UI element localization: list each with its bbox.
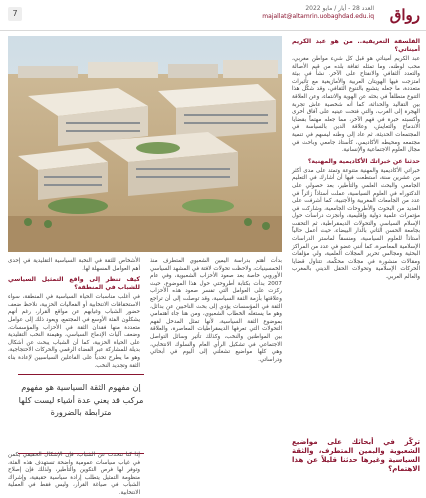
article-paragraph: إذا كنا نتحدث عن الشباب، فإن الإشكال الحقيقي يكمن في غياب سياسات عمومية واضحة تستهدف هذه الفئة، وتوفر لها فرص التكوين والتأطير، ولذلك فإن إصلاح منظومة التمثيل يتطلب إرادة سياسية حقيقية، وإشراك الشباب في صياغة القرار، وليس فقط في العملية الانتخابية. bbox=[8, 452, 140, 496]
contact-email[interactable]: majallat@altamrin.uobaghdad.edu.iq bbox=[262, 13, 374, 20]
article-paragraph: بدأت أهتم بدراسة اليمين الشعبوي المتطرف منذ الخمسينيات، ولاحظت تحولات لافتة في المشهد السياسي الأوروبي خاصة بعد صعود الأحزاب الشعبوية، وفي عام 2007 بدأت بكتابة أطروحتي حول هذا الموضوع، حيث ركزت على العوامل التي تفسر صعود هذه الأحزاب وعلاقتها بأزمة الثقة السياسية، وقد توصلت إلى أن تراجع الثقة في المؤسسات يؤدي إلى بحث الناخبين عن بدائل، وهو ما يستغله الخطاب الشعبوي، ومن هنا جاء اهتمامي بموضوع الثقة السياسية، لأنها تمثل المدخل لفهم التحولات التي تعرفها الديمقراطيات المعاصرة، والعلاقة بين المواطنين والنخب، وكذلك تأثير وسائل التواصل الاجتماعي في تشكيل الرأي العام والسلوك الانتخابي، وهي كلها مواضيع تشغلني إلى اليوم في أبحاثي ودراساتي. bbox=[150, 258, 282, 363]
issue-info bbox=[262, 5, 374, 21]
logo-text: رواق bbox=[389, 6, 420, 24]
pull-quote bbox=[18, 374, 144, 454]
question-heading: تركّز في أبحاثك على مواضيع الشعبوية والبمين المتطرف، والثقة السياسية وغيرها حدثنا قليلاً عن هذا الاهتمام؟ bbox=[292, 438, 420, 473]
question-heading: حدثنا عن خبراتك الأكاديمية والمهنية؟ bbox=[307, 157, 420, 165]
issue-line: العدد 28 - أيار / مايو 2022 bbox=[305, 5, 374, 12]
question-heading: الفلسفة التعريفية.. من هو عبد الكريم أميناتي؟ bbox=[292, 38, 420, 53]
left-column bbox=[8, 258, 140, 370]
pull-quote-text: إن مفهوم الثقة السياسية هو مفهوم مركب قد يعني عدة أشياء ليست كلها مترابطة بالضرورة bbox=[18, 382, 144, 417]
page-header bbox=[0, 0, 426, 31]
left-column-continued bbox=[8, 452, 140, 496]
article-paragraph: في أغلب مناسبات الحياة السياسية في المنطقة، سواء الاستحقاقات الانتخابية أو الفعاليات الحزبية، نلاحظ ضعف حضور الشباب وغيابهم عن مواقع القرار، رغم أنهم يشكلون الفئة الأوسع في المجتمع، ويعود ذلك إلى عوامل متعددة منها فقدان الثقة في الأحزاب والمؤسسات، وضعف آليات الإدماج السياسي، وهيمنة النخب التقليدية على الحياة الحزبية، كما أن الشباب يبحث عن أشكال بديلة للمشاركة عبر الفضاء الرقمي والحركات الاحتجاجية، وهو ما يطرح تحدياً على الفاعلين السياسيين لإعادة بناء الثقة وتجديد النخب. bbox=[8, 294, 140, 369]
right-column bbox=[292, 36, 420, 476]
magazine-logo bbox=[380, 4, 420, 26]
answer-paragraph: عبد الكريم أميناتي هو قبل كل شيء مواطن مغربي، محب لوطنه، وما تمثله ثقافة بلده من قيم الأصالة والتعدد الثقافي والانفتاح على الآخر. نشأ في بيئة امتزجت فيها الهويتان العربية والأمازيغية مع تأثيرات متعددة، ما جعله يتشبع بالتنوع الثقافي، وقد شكّل هذا التنوع منطلقاً في بحثه عن الهوية والانتماء، وعن العلاقة بين التقاليد والحداثة، كما أنه شخصية عاش تجربة الهجرة إلى الغرب، والتي فتحت عينيه على آفاق أخرى وأكسبته خبرة في فهم الآخر، مما جعله مهتماً بقضايا الاندماج والتعايش، وعلاقة الدين بالسياسة في المجتمعات الحديثة، ثم عاد إلى وطنه ليسهم في تنمية مجتمعه ومحيطه الأكاديمي، كأستاذ جامعي وباحث في مجال العلوم الاجتماعية والإنسانية. bbox=[292, 56, 420, 154]
question-heading: كيف تنظر إلى واقع التمثيل السياسي للشباب في المنطقة؟ bbox=[8, 276, 140, 292]
answer-paragraph: خبراتي الأكاديمية والمهنية متنوعة وتمتد على مدى أكثر من عشرين سنة، استطعت فيها أن أشارك في التعليم الجامعي والبحث العلمي والتأطير، بعد حصولي على الدكتوراه في العلوم السياسية، عملت أستاذاً زائراً في عدد من الجامعات المغربية والأجنبية، كما أشرفت على العديد من البحوث والأطروحات الجامعية، وشاركت في مؤتمرات علمية دولية وإقليمية، وأنجزت دراسات حول الإسلام السياسي والتحولات الديمقراطية، ثم التحقت بجامعة الحسن الثاني بالدار البيضاء، حيث أعمل حالياً أستاذاً للعلوم السياسية، ومنسقاً لماستر الدراسات الإسلامية المعاصرة، كما أنني عضو في عدد من المراكز البحثية ومجالس تحرير المجلات العلمية، ولي مؤلفات ومقالات منشورة في مجلات محكّمة، تتناول قضايا الحركات الإسلامية وتحولات الحقل الديني بالمغرب والعالم العربي. bbox=[292, 167, 420, 281]
campus-photo bbox=[8, 36, 282, 252]
page-number: 7 bbox=[8, 7, 22, 21]
middle-column bbox=[150, 258, 282, 458]
article-paragraph: الأشخاص للثقة في النخبة السياسية التقليدية في إحدى أهم العوامل المسهلة لها. bbox=[8, 258, 140, 272]
